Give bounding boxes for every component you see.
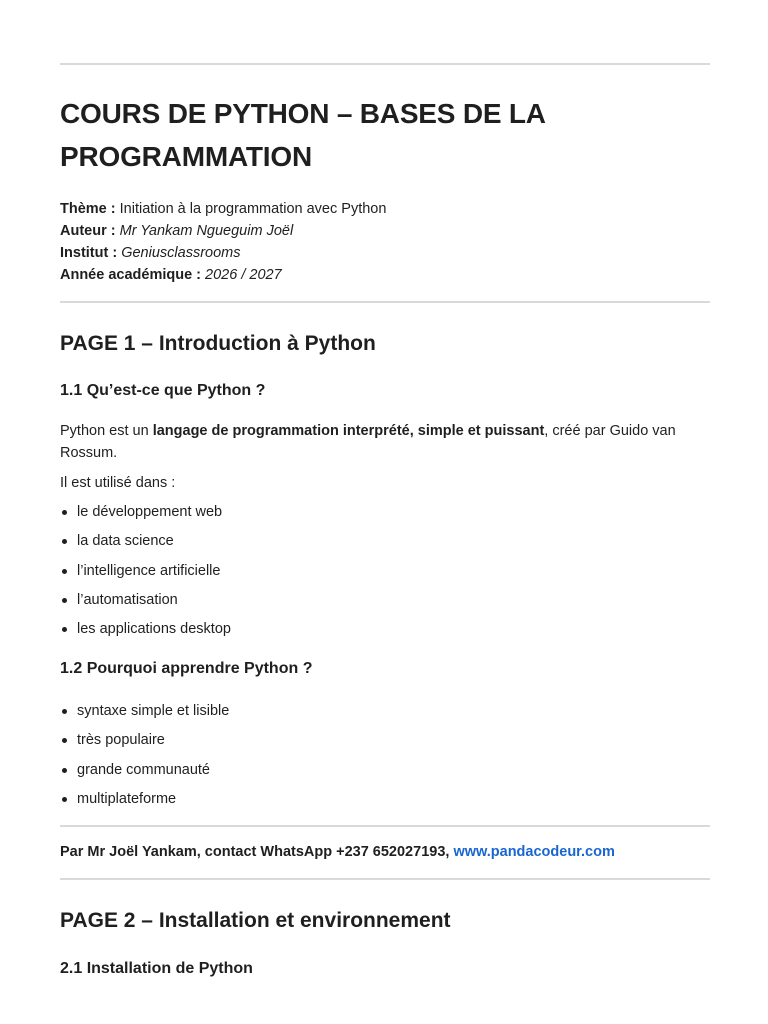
intro-text: Python est un [60, 423, 153, 439]
section-1-2-heading: 1.2 Pourquoi apprendre Python ? [60, 660, 313, 677]
website-link[interactable]: www.pandacodeur.com [453, 844, 615, 860]
author-footer [60, 841, 615, 863]
list-item [60, 589, 231, 618]
meta-value: Mr Yankam Ngueguim Joël [119, 223, 294, 239]
meta-key: Thème : [60, 201, 116, 217]
meta-value: Geniusclassrooms [121, 245, 241, 261]
section-2-1-heading: 2.1 Installation de Python [60, 960, 253, 977]
python-intro-paragraph [60, 420, 710, 464]
usage-list [60, 501, 231, 647]
meta-value: 2026 / 2027 [205, 267, 282, 283]
list-item [60, 560, 231, 589]
bullet-icon [62, 627, 67, 632]
list-item-text: l’automatisation [77, 591, 178, 608]
list-item [60, 788, 229, 817]
list-item [60, 530, 231, 559]
meta-key: Auteur : [60, 223, 116, 239]
footer-bottom-divider [60, 878, 710, 880]
document-title: COURS DE PYTHON – BASES DE LA PROGRAMMATION [60, 98, 545, 172]
list-item [60, 618, 231, 647]
meta-author [60, 220, 710, 242]
list-item-text: la data science [77, 533, 174, 550]
intro-text-end: , créé par Guido van Rossum. [60, 423, 676, 461]
meta-institute [60, 242, 710, 264]
list-item-text: syntaxe simple et lisible [77, 703, 230, 719]
footer-text: Par Mr Joël Yankam, contact WhatsApp +237 652027193, [60, 844, 454, 860]
top-divider [60, 63, 710, 65]
bullet-icon [62, 569, 67, 574]
bullet-icon [62, 709, 67, 714]
bullet-icon [62, 598, 67, 603]
list-item-text: les applications desktop [77, 621, 231, 638]
reasons-list [60, 700, 229, 817]
footer-top-divider [60, 825, 710, 827]
list-item [60, 729, 229, 758]
used-in-label: Il est utilisé dans : [60, 475, 176, 491]
section-divider [60, 301, 710, 303]
meta-academic-year [60, 264, 710, 286]
meta-theme [60, 198, 710, 220]
page2-heading: PAGE 2 – Installation et environnement [60, 909, 451, 932]
list-item-text: l’intelligence artificielle [77, 562, 221, 579]
bullet-icon [62, 797, 67, 802]
list-item [60, 759, 229, 788]
list-item [60, 700, 229, 729]
list-item [60, 501, 231, 530]
list-item-text: grande communauté [77, 761, 210, 778]
bullet-icon [62, 738, 67, 743]
meta-value: Initiation à la programmation avec Python [119, 201, 387, 217]
meta-key: Année académique : [60, 267, 202, 283]
bullet-icon [62, 768, 67, 773]
list-item-text: multiplateforme [77, 790, 177, 807]
bullet-icon [62, 510, 67, 515]
bullet-icon [62, 539, 67, 544]
document-meta [60, 198, 710, 286]
intro-bold-text: langage de programmation interprété, simple et puissant [152, 423, 545, 439]
list-item-text: le développement web [77, 504, 223, 520]
meta-key: Institut : [60, 245, 118, 261]
section-1-1-heading: 1.1 Qu’est-ce que Python ? [60, 382, 266, 399]
page1-heading: PAGE 1 – Introduction à Python [60, 332, 376, 355]
list-item-text: très populaire [77, 732, 165, 749]
